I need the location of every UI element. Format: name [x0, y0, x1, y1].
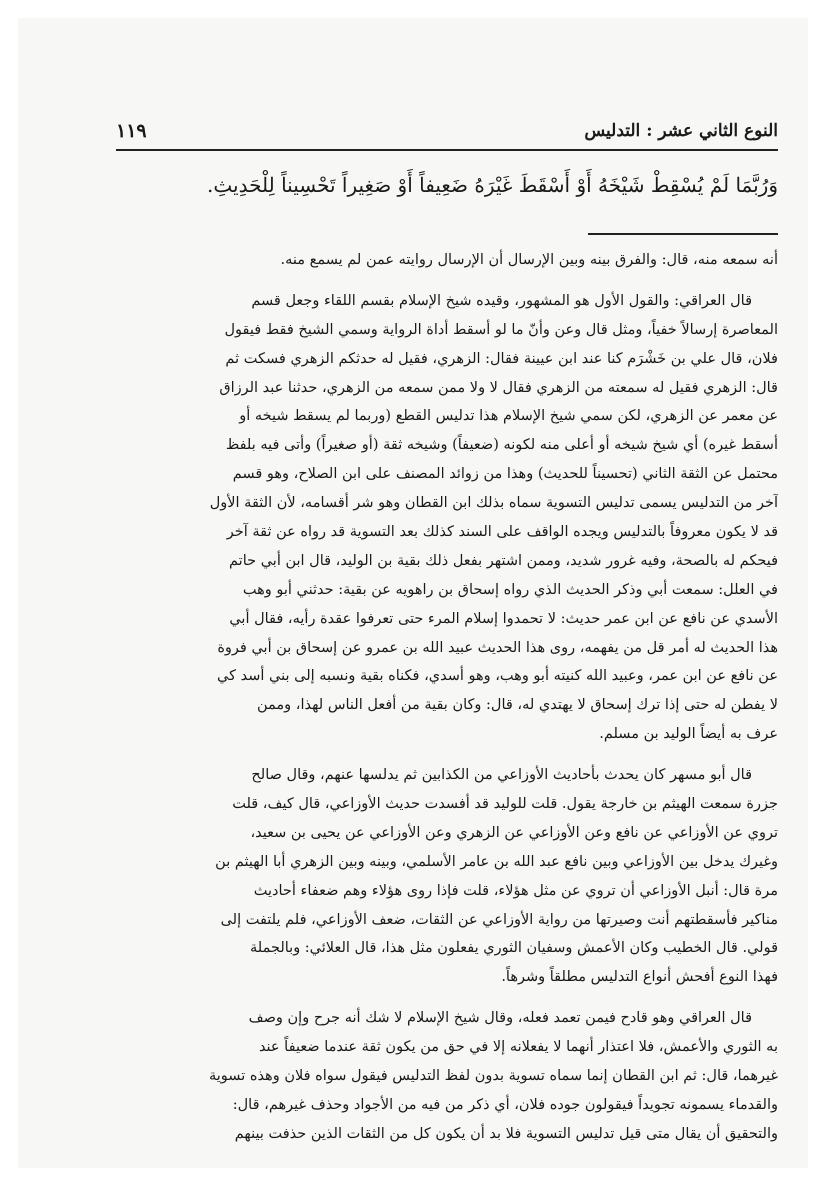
header-rule [116, 149, 778, 151]
commentary-line: قد لا يكون معروفاً بالتدليس ويجده الواقف على السند كذلك بعد التسوية قد رواه عن ثقة آخر [226, 524, 778, 541]
main-text: وَرُبَّمَا لَمْ يُسْقِطْ شَيْخَهُ أَوْ أَسْقَطَ غَيْرَهُ ضَعِيفاً أَوْ صَغِيراً تَحْسِيناً لِلْحَدِيثِ. [207, 173, 778, 197]
commentary-line: والقدماء يسمونه تجويداً فيقولون جوده فلان، أي ذكر من فيه من الأجواد وحذف غيرهم، قال: [232, 1096, 778, 1113]
commentary-line: قولي. قال الخطيب وكان الأعمش وسفيان الثوري يفعلون مثل هذا، قال العلائي: وبالجملة [250, 940, 778, 957]
commentary-line: قال أبو مسهر كان يحدث بأحاديث الأوزاعي من الكذابين ثم يدلسها عنهم، وقال صالح [251, 767, 752, 784]
book-page [18, 18, 808, 1168]
commentary-line: المعاصرة إرسالاً خفياً، ومثل قال وعن وأنّ ما لو أسقط أداة الرواية وسمي الشيخ فقط فيقول [224, 321, 778, 338]
commentary-line: به الثوري والأعمش، فلا اعتذار أنهما لا يفعلانه إلا في حق من يكون ثقة عندما ضعيفاً عند [258, 1039, 778, 1056]
commentary-line: غيرهما، قال: ثم ابن القطان إنما سماه تسوية بدون لفظ التدليس فيقول سواه فلان وهذه تسوية [208, 1068, 778, 1085]
commentary-line: الأسدي عن نافع عن ابن عمر حديث: لا تحمدوا إسلام المرء حتى تعرفوا عقدة رأيه، فقال أبي [229, 610, 778, 627]
commentary-line: فهذا النوع أفحش أنواع التدليس مطلقاً وشرهاً. [501, 969, 778, 986]
commentary-line: قال العراقي: والقول الأول هو المشهور، وقيده شيخ الإسلام بقسم اللقاء وجعل قسم [251, 292, 752, 309]
commentary-line: في العلل: سمعت أبي وذكر الحديث الذي رواه إسحاق بن راهويه عن بقية: حدثني أبو وهب [242, 581, 778, 598]
paragraph-gap [78, 749, 778, 761]
commentary-line: مرة قال: أنبل الأوزاعي أن تروي عن مثل هؤلاء، قلت فإذا روى هؤلاء وهم ضعفاء أحاديث [253, 882, 778, 899]
commentary-line: قال: الزهري فقيل له سمعته من الزهري فقال لا ولا ممن سمعه من الزهري، حدثنا عبد الرزاق [219, 379, 778, 396]
commentary-line: عن نافع عن ابن عمر، وعبيد الله كنيته أبو وهب، وهو أسدي، فكناه بقية ونسبه إلى بني أسد كي [217, 668, 778, 685]
commentary-line: قال العراقي وهو قادح فيمن تعمد فعله، وقال شيخ الإسلام لا شك أنه جرح وإن وصف [248, 1010, 752, 1027]
commentary-line: آخر من التدليس يسمى تدليس التسوية سماه بذلك ابن القطان وهو شر أقسامه، لأن الثقة الأول [209, 495, 778, 512]
commentary-line: هذا الحديث له أمر قل من يفهمه، روى هذا الحديث عبيد الله بن عمرو عن إسحاق بن أبي فروة [217, 639, 778, 656]
running-title: النوع الثاني عشر : التدليس [584, 121, 778, 141]
commentary-line: عرف به أيضاً الوليد بن مسلم. [599, 726, 778, 743]
commentary-line: فلان، قال علي بن خَشْرَم كنا عند ابن عيينة فقال: الزهري، فقيل له حدثكم الزهري فسكت ثم [225, 350, 778, 367]
commentary-line: والتحقيق أن يقال متى قيل تدليس التسوية فلا بد أن يكون كل من الثقات الذين حذفت بينهم [234, 1125, 778, 1142]
commentary-line: جزرة سمعت الهيثم بن خارجة يقول. قلت للوليد قد أفسدت حديث الأوزاعي، قال كيف، قلت [232, 796, 778, 813]
commentary-line: محتمل عن الثقة الثاني (تحسيناً للحديث) وهذا من زوائد المصنف على ابن الصلاح، وهو قسم [232, 466, 778, 483]
commentary-line: أسقط غيره) أي شيخ شيخه أو أعلى منه لكونه (ضعيفاً) وشيخه ثقة (أو صغيراً) وأتى فيه بلفظ [225, 437, 778, 454]
commentary-line: وغيرك يدخل بين الأوزاعي وبين نافع عبد الله بن عامر الأسلمي، وبينه وبين الزهري أبا الهيثم بن [215, 853, 778, 870]
commentary-line: أنه سمعه منه، قال: والفرق بينه وبين الإرسال أن الإرسال روايته عمن لم يسمع منه. [280, 252, 778, 268]
page-header [116, 118, 778, 154]
commentary-block [78, 246, 778, 1149]
commentary-line: عن معمر عن الزهري، لكن سمي شيخ الإسلام هذا تدليس القطع (وربما لم يسقط شيخه أو [239, 408, 778, 425]
commentary-line: مناكير فأسقطتهم أنت وصيرتها من رواية الأوزاعي عن الثقات، ضعف الأوزاعي، فلم يلتفت إلى [220, 911, 778, 928]
commentary-line: فيحكم له بالصحة، وفيه غرور شديد، وممن اشتهر بفعل ذلك بقية بن الوليد، قال ابن أبي حاتم [229, 552, 778, 569]
footnote-separator [588, 233, 778, 235]
commentary-line: لا يفطن له حتى إذا ترك إسحاق لا يهتدي له، قال: وكان بقية من أفعل الناس لهذا، وممن [256, 697, 778, 714]
paragraph-gap [78, 992, 778, 1004]
page-number: ١١٩ [116, 120, 147, 142]
paragraph-gap [78, 275, 778, 287]
commentary-line: تروي عن الأوزاعي عن نافع وعن الأوزاعي عن الزهري وعن الأوزاعي عن يحيى بن سعيد، [250, 824, 778, 841]
